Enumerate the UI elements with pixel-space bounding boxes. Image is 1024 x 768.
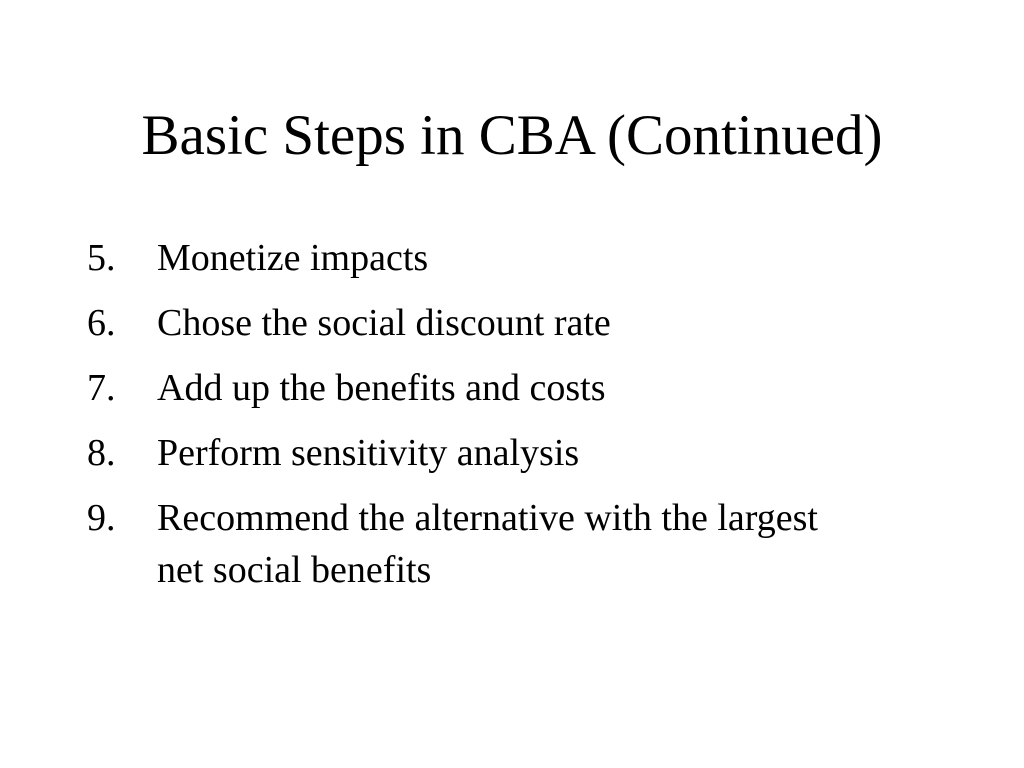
step-number: 9. [87,497,116,539]
step-number: 7. [87,367,116,409]
steps-list [87,232,927,609]
list-item [87,427,927,479]
step-text: Monetize impacts [157,237,429,279]
step-number: 8. [87,432,116,474]
step-text: Add up the benefits and costs [157,367,606,409]
list-item [87,232,927,284]
list-item [87,492,927,596]
step-number: 5. [87,237,116,279]
slide-title: Basic Steps in CBA (Continued) [141,104,883,167]
list-item [87,362,927,414]
step-text: Chose the social discount rate [157,302,611,344]
list-item [87,297,927,349]
step-number: 6. [87,302,116,344]
step-text: Perform sensitivity analysis [157,432,580,474]
step-text: Recommend the alternative with the largest net social benefits [157,497,818,591]
